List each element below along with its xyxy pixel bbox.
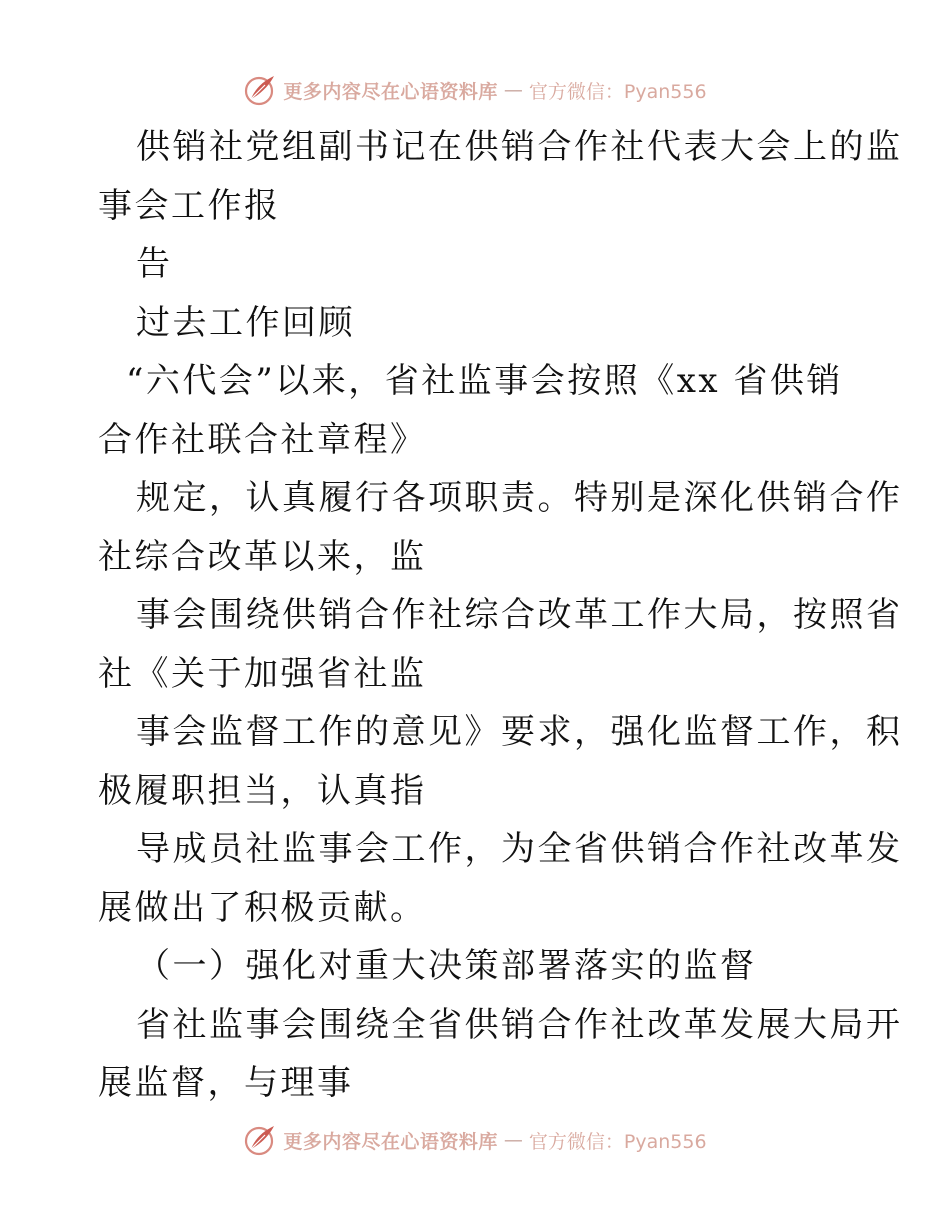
doc-line-paragraph: 展监督，与理事 [98, 1063, 354, 1103]
footer-watermark [0, 1120, 950, 1160]
doc-line-subheading: （一）强化对重大决策部署落实的监督 [136, 946, 757, 986]
doc-line-section-heading: 过去工作回顾 [136, 302, 355, 343]
doc-line-paragraph: 事会围绕供销合作社综合改革工作大局，按照省 [136, 595, 903, 635]
feather-pen-logo-icon [243, 1123, 277, 1157]
doc-line-paragraph: 导成员社监事会工作，为全省供销合作社改革发 [136, 829, 903, 869]
doc-line-title-3: 告 [136, 244, 173, 284]
doc-line-paragraph: 展做出了积极贡献。 [98, 887, 427, 928]
watermark-contact-text: 官方微信：Pyan556 [528, 1130, 707, 1153]
watermark-brand-text: 更多内容尽在心语资料库 [283, 80, 498, 103]
doc-line-paragraph: 社综合改革以来，监 [98, 536, 427, 577]
doc-line-paragraph: 极履职担当，认真指 [98, 770, 427, 811]
watermark-contact-text: 官方微信：Pyan556 [528, 80, 707, 103]
header-watermark [0, 70, 950, 110]
doc-line-paragraph: “六代会”以来，省社监事会按照《xx 省供销 [126, 361, 843, 401]
watermark-separator: — [503, 1129, 523, 1151]
doc-line-paragraph: 事会监督工作的意见》要求，强化监督工作，积 [136, 712, 903, 752]
doc-line-title-1: 供销社党组副书记在供销合作社代表大会上的监 [136, 127, 903, 167]
doc-line-title-2: 事会工作报 [98, 185, 281, 226]
doc-line-paragraph: 合作社联合社章程》 [98, 419, 427, 460]
feather-pen-logo-icon [243, 73, 277, 107]
doc-line-paragraph: 社《关于加强省社监 [98, 653, 427, 694]
watermark-separator: — [503, 79, 523, 101]
doc-line-paragraph: 规定，认真履行各项职责。特别是深化供销合作 [136, 478, 903, 518]
doc-line-paragraph: 省社监事会围绕全省供销合作社改革发展大局开 [136, 1004, 903, 1045]
document-body [98, 118, 903, 1113]
watermark-brand-text: 更多内容尽在心语资料库 [283, 1130, 498, 1153]
